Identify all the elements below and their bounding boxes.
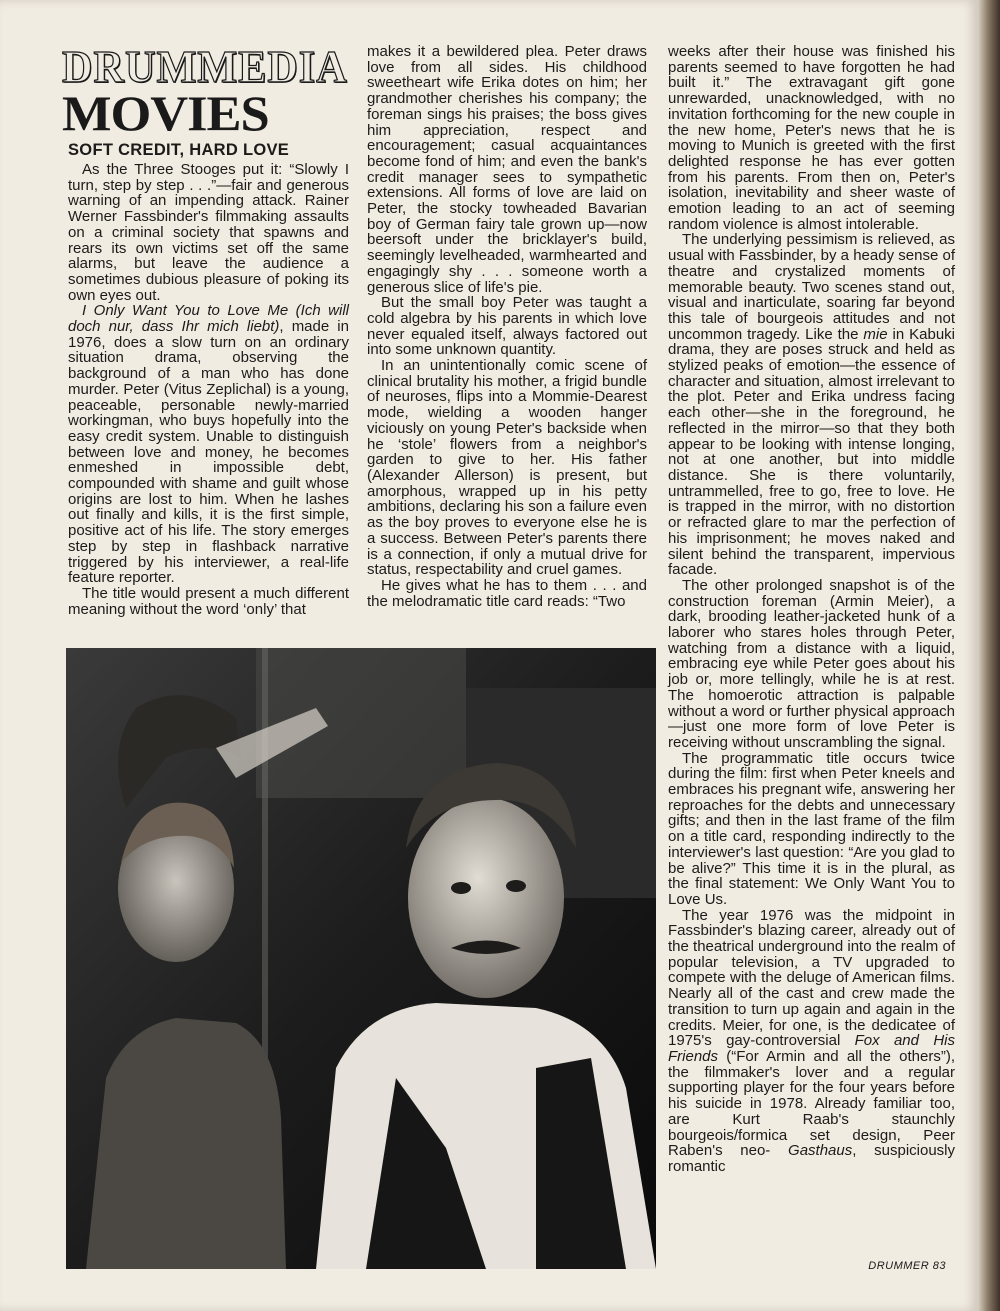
article-column-2 xyxy=(367,44,647,609)
page-folio: DRUMMER 83 xyxy=(868,1260,946,1272)
page-title: MOVIES xyxy=(62,85,269,141)
paragraph: The other prolonged snapshot is of the construction foreman (Armin Meier), a dark, brooding leather-jacketed hunk of a laborer who stares holes through Peter, watching from a distance with a liquid, embracing eye while Peter goes about his job or, more tellingly, while he is at rest. The homoerotic attraction is palpable without a word or further physical approach—just one more form of love Peter is receiving without unscrambling the signal. xyxy=(668,576,955,751)
paragraph: In an unintentionally comic scene of clinical brutality his mother, a frigid bundle of neuroses, flips into a Mommie-Dearest mode, wielding a wooden hanger viciously on young Peter's backside when he ‘stole’ flowers from a neighbor's garden to give to her. His father (Alexander Allerson) is present, but amorphous, wrapped up in his petty ambitions, declaring his son a failure even as the boy proves to everyone else he is a success. Between Peter's parents there is a connection, if only a mutual drive for status, respectability and cruel games. xyxy=(367,357,647,579)
binding-edge xyxy=(978,0,1000,1311)
paragraph: As the Three Stooges put it: “Slowly I turn, step by step . . .”—fair and generous warning of an impending attack. Rainer Werner Fassbinder's filmmaking assaults on a criminal society that spawns and rears its own victims set off the same alarms, but leave the audience a sometimes dubious pleasure of poking its own eyes out. xyxy=(68,161,349,304)
section-title: DRUMMEDIA xyxy=(62,41,348,92)
paragraph: The title would present a much different meaning without the word ‘only’ that xyxy=(68,584,349,618)
film-still-photo xyxy=(66,648,656,1269)
article-column-3 xyxy=(668,44,955,1175)
film-still-illustration xyxy=(66,648,656,1269)
paragraph: I Only Want You to Love Me (Ich will doch nur, dass Ihr mich liebt), made in 1976, does a slow turn on an ordinary situation drama, observing the background of a man who has done murder. Peter (Vitus Zeplichal) is a young, peaceable, personable newly-married workingman, who buys hopefully into the easy credit system. Unable to distinguish between love and money, he becomes enmeshed in impossible debt, compounded with shame and guilt whose origins are lost to him. When he lashes out finally and kills, it is the first simple, positive act of his life. The story emerges step by step in flashback narrative triggered by his interviewer, a real-life feature reporter. xyxy=(68,302,349,587)
paragraph: But the small boy Peter was taught a cold algebra by his parents in which love never equaled itself, always factored out into some unknown quantity. xyxy=(367,294,647,359)
article-headline: SOFT CREDIT, HARD LOVE xyxy=(68,141,290,159)
film-title: I Only Want You to Love Me (Ich will doch nur, dass Ihr mich liebt) xyxy=(68,302,349,336)
paragraph: weeks after their house was finished his parents seemed to have forgotten he had built it.” The extravagant gift gone unrewarded, unacknowledged, with no invitation forthcoming for the new couple in the new home, Peter's news that he is moving to Munich is greeted with the first delighted response he has ever gotten from his parents. From then on, Peter's isolation, inevitability and sheer waste of emotion leading to an act of seeming random violence is almost intolerable. xyxy=(668,43,955,233)
paragraph: The programmatic title occurs twice during the film: first when Peter kneels and embraces his pregnant wife, answering her reproaches for the debts and unnecessary gifts; and then in the last frame of the film on a title card, responding indirectly to the interviewer's last question: “Are you glad to be alive?” This time it is in the plural, as the final statement: We Only Want You to Love Us. xyxy=(668,749,955,908)
paragraph: makes it a bewildered plea. Peter draws love from all sides. His childhood sweetheart wife Erika dotes on him; her grandmother cherishes his company; the foreman sings his praises; the boss gives him appreciation, respect and encouragement; casual acquaintances become fond of him; and even the bank's credit manager sees to sympathetic extensions. All forms of love are laid on Peter, the stocky towheaded Bavarian boy of German fairy tale grown up—now beersoft under the bricklayer's build, seemingly levelheaded, warmhearted and engagingly shy . . . someone worth a generous slice of life's pie. xyxy=(367,43,647,296)
paragraph: He gives what he has to them . . . and the melodramatic title card reads: “Two xyxy=(367,576,647,610)
paragraph: The year 1976 was the midpoint in Fassbinder's blazing career, already out of the theatrical underground into the realm of popular television, a TV upgraded to compete with the deluge of American films. Nearly all of the cast and crew made the transition to turn up again and again in the credits. Meier, for one, is the dedicatee of 1975's gay-controversial Fox and His Friends (“For Armin and all the others”), the filmmaker's lover and a regular supporting player for the four years before his suicide in 1978. Already familiar too, are Kurt Raab's staunchly bourgeois/formica set design, Peer Raben's neo- Gasthaus, suspiciously romantic xyxy=(668,906,955,1175)
paragraph: The underlying pessimism is relieved, as usual with Fassbinder, by a heady sense of theatre and crystalized moments of memorable beauty. Two scenes stand out, visual and inarticulate, soaring far beyond this tale of bourgeois attitudes and not uncommon tragedy. Like the mie in Kabuki drama, they are poses struck and held as stylized peaks of emotion—the essence of character and situation, almost irrelevant to the plot. Peter and Erika undress facing each other—she in the foreground, he reflected in the mirror—so that they both appear to be looking with intense longing, not at one another, but into middle distance. She is there voluntarily, untrammelled, free to go, free to love. He is trapped in the mirror, with no distortion or refracted glare to mar the perfection of his imprisonment; he moves naked and silent behind the transparent, impervious facade. xyxy=(668,231,956,579)
masthead xyxy=(62,41,354,141)
article-column-1 xyxy=(68,141,349,617)
